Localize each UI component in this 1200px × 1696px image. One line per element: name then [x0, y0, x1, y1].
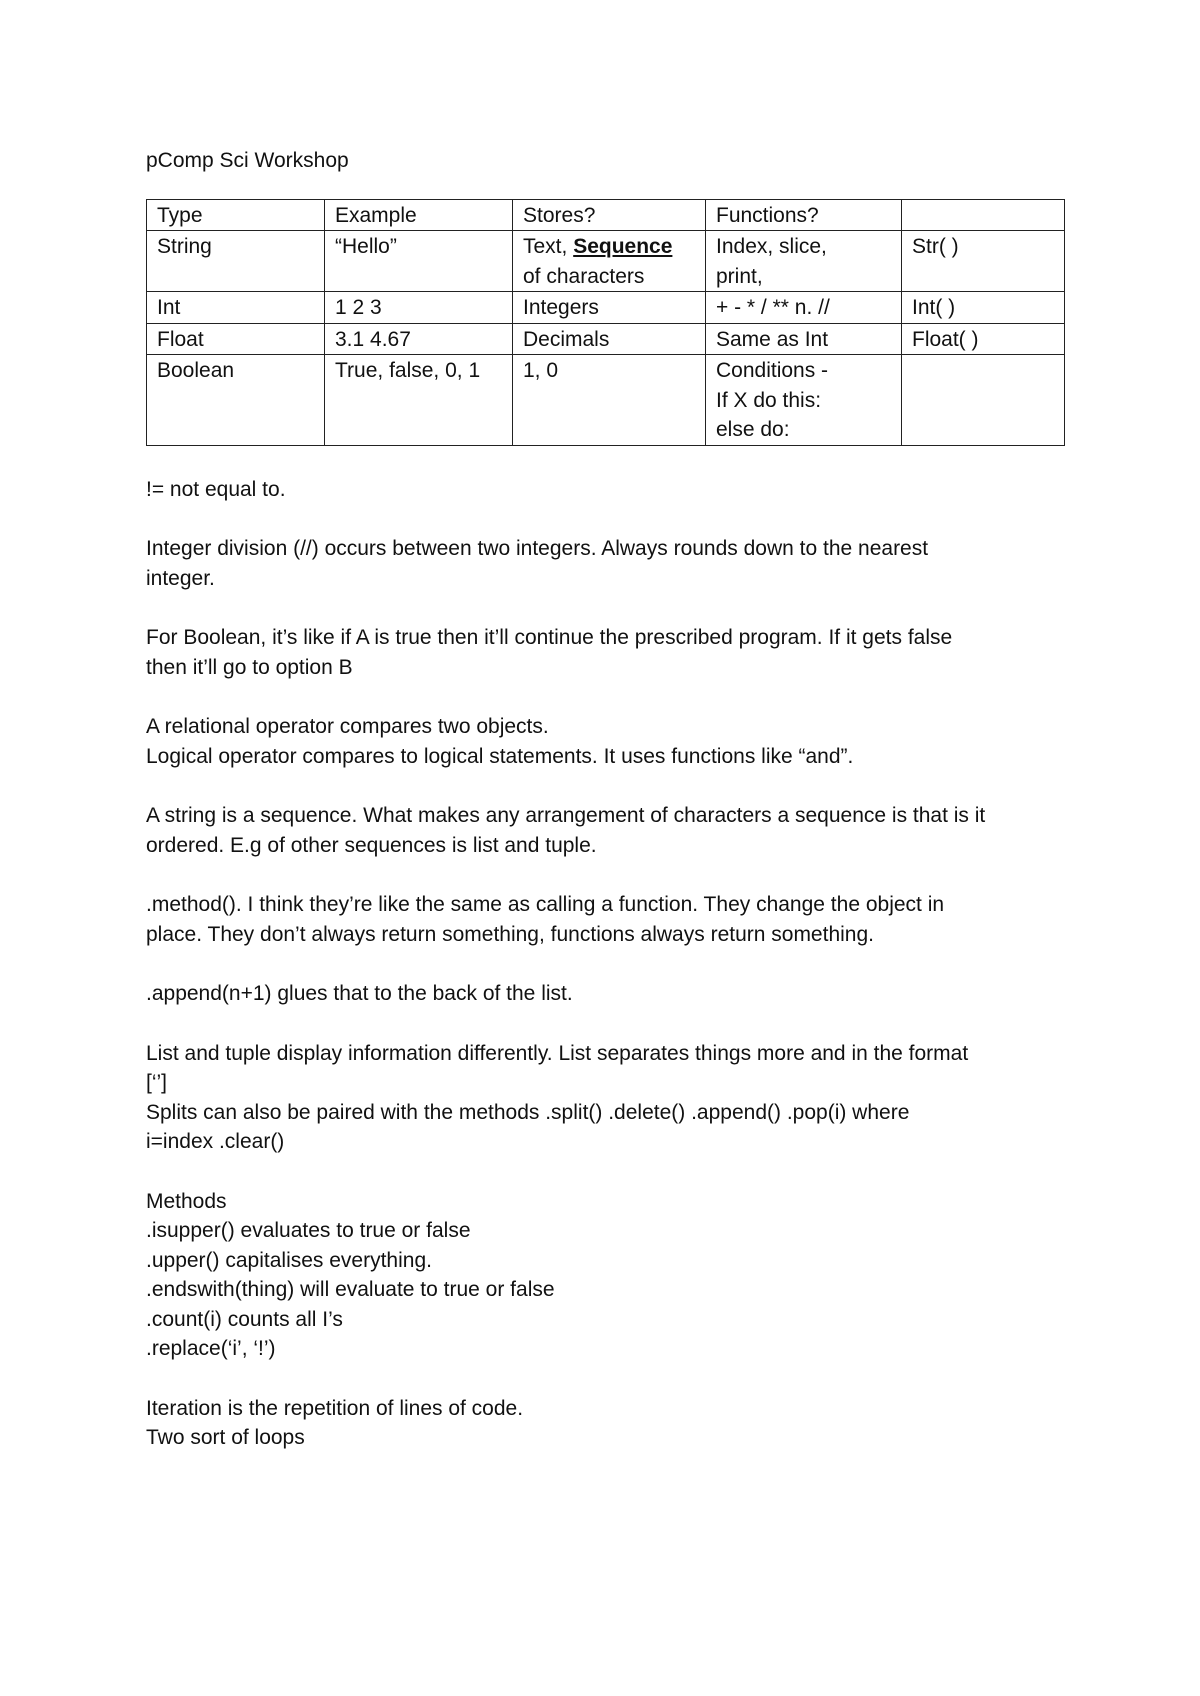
conversion-cell: Str( ) — [902, 231, 1065, 292]
conversion-cell: Int( ) — [902, 292, 1065, 324]
method-line: .isupper() evaluates to true or false — [146, 1219, 471, 1242]
conversion-cell: Float( ) — [902, 323, 1065, 355]
note-line: place. They don’t always return something, functions always return something. — [146, 922, 874, 946]
note-line: A string is a sequence. What makes any arrangement of characters a sequence is that is it — [146, 804, 986, 827]
method-line: .endswith(thing) will evaluate to true or false — [146, 1278, 555, 1301]
type-cell: Int — [147, 292, 325, 324]
stores-line — [523, 232, 695, 262]
functions-line: Index, slice, — [716, 235, 827, 258]
functions-line: print, — [716, 264, 763, 288]
note-paragraph — [146, 623, 1066, 682]
note-paragraph — [146, 979, 1066, 1009]
functions-cell: Same as Int — [706, 323, 902, 355]
type-cell: Float — [147, 323, 325, 355]
functions-cell — [706, 355, 902, 446]
table-row — [147, 292, 1065, 324]
header-cell — [902, 199, 1065, 231]
stores-line: of characters — [523, 264, 645, 288]
note-line: [‘’] — [146, 1071, 167, 1094]
note-line: integer. — [146, 566, 215, 590]
stores-prefix: Text, — [523, 235, 574, 258]
stores-emphasis: Sequence — [573, 235, 673, 258]
stores-cell: 1, 0 — [513, 355, 706, 446]
method-line: .upper() capitalises everything. — [146, 1248, 432, 1272]
document-page — [146, 146, 1066, 1483]
functions-cell — [706, 231, 902, 292]
method-line: .replace(‘i’, ‘!’) — [146, 1337, 276, 1360]
example-cell: True, false, 0, 1 — [325, 355, 513, 446]
note-paragraph — [146, 712, 1066, 771]
document-title: pComp Sci Workshop — [146, 149, 349, 172]
note-line: != not equal to. — [146, 477, 286, 501]
functions-cell: + - * / ** n. // — [706, 292, 902, 324]
note-line: then it’ll go to option B — [146, 655, 353, 679]
header-cell: Type — [147, 199, 325, 231]
notes-body — [146, 475, 1066, 1453]
header-cell: Functions? — [706, 199, 902, 231]
note-paragraph — [146, 475, 1066, 505]
table-row — [147, 355, 1065, 446]
note-line: ordered. E.g of other sequences is list and tuple. — [146, 833, 597, 857]
table-row — [147, 231, 1065, 292]
note-paragraph — [146, 801, 1066, 860]
table-row — [147, 323, 1065, 355]
type-cell: String — [147, 231, 325, 292]
example-cell: “Hello” — [325, 231, 513, 292]
table-header-row — [147, 199, 1065, 231]
conversion-cell — [902, 355, 1065, 446]
note-line: .append(n+1) glues that to the back of the list. — [146, 982, 573, 1005]
example-cell: 1 2 3 — [325, 292, 513, 324]
note-paragraph — [146, 1394, 1066, 1453]
stores-cell — [513, 231, 706, 292]
note-line: Logical operator compares to logical statements. It uses functions like “and”. — [146, 744, 854, 768]
note-paragraph — [146, 1039, 1066, 1157]
stores-cell: Decimals — [513, 323, 706, 355]
note-line: Two sort of loops — [146, 1426, 305, 1449]
note-line: Iteration is the repetition of lines of code. — [146, 1396, 524, 1420]
header-cell: Example — [325, 199, 513, 231]
data-types-table — [146, 199, 1065, 446]
note-line: .method(). I think they’re like the same as calling a function. They change the object in — [146, 893, 945, 916]
stores-cell: Integers — [513, 292, 706, 324]
methods-list — [146, 1187, 1066, 1364]
note-line: Integer division (//) occurs between two integers. Always rounds down to the nearest — [146, 537, 929, 560]
note-paragraph — [146, 534, 1066, 593]
note-line: Splits can also be paired with the methods .split() .delete() .append() .pop(i) where — [146, 1100, 910, 1124]
note-line: List and tuple display information differently. List separates things more and in the format — [146, 1041, 969, 1065]
example-cell: 3.1 4.67 — [325, 323, 513, 355]
note-line: i=index .clear() — [146, 1130, 285, 1153]
note-line: For Boolean, it’s like if A is true then it’ll continue the prescribed program. If it gets false — [146, 626, 953, 649]
note-paragraph — [146, 890, 1066, 949]
functions-line: Conditions - — [716, 359, 829, 382]
type-cell: Boolean — [147, 355, 325, 446]
methods-heading: Methods — [146, 1189, 227, 1213]
functions-line: If X do this: — [716, 388, 822, 412]
method-line: .count(i) counts all I’s — [146, 1307, 343, 1331]
header-cell: Stores? — [513, 199, 706, 231]
functions-line: else do: — [716, 418, 790, 441]
note-line: A relational operator compares two objects. — [146, 715, 549, 738]
